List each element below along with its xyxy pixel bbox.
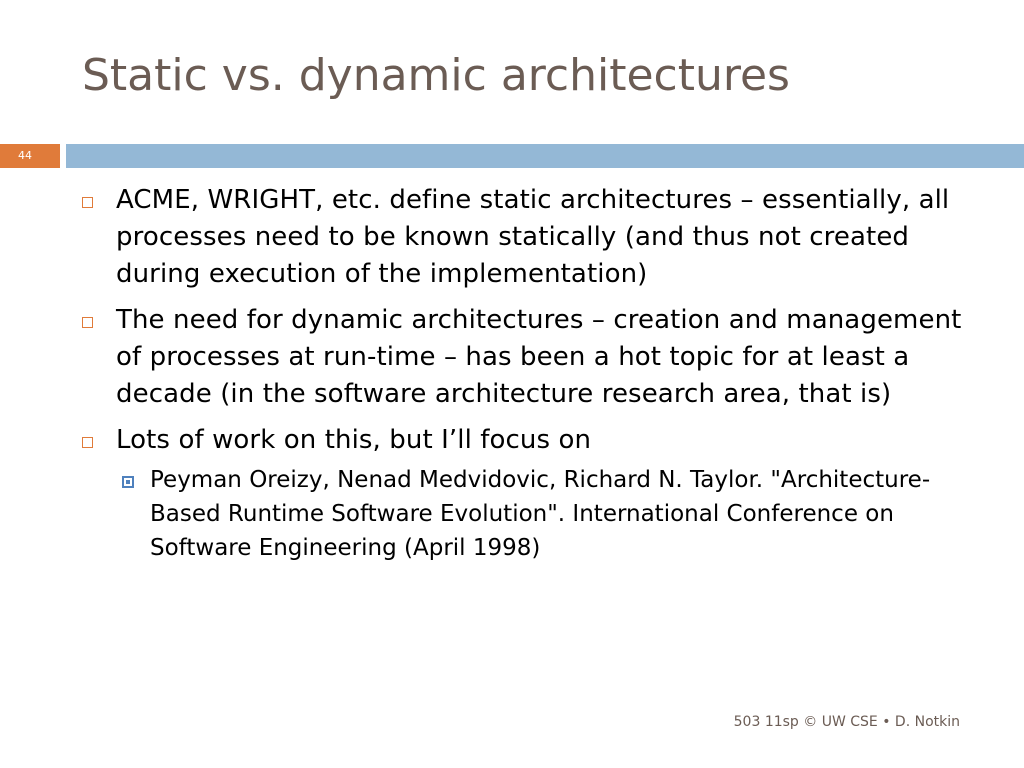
filled-square-bullet-icon xyxy=(122,476,134,488)
sub-bullet-text: Peyman Oreizy, Nenad Medvidovic, Richard N. Taylor. "Architecture-Based Runtime Software Evolution". International Conference on Software Engineering (April 1998) xyxy=(150,467,931,561)
slide-content xyxy=(82,182,982,565)
hollow-square-bullet-icon xyxy=(82,437,93,448)
bullet-item xyxy=(82,302,982,413)
title-divider-bar xyxy=(66,144,1024,168)
bullet-text: The need for dynamic architectures – creation and management of processes at run-time – has been a hot topic for at least a decade (in the software architecture research area, that is) xyxy=(116,305,962,409)
hollow-square-bullet-icon xyxy=(82,197,93,208)
hollow-square-bullet-icon xyxy=(82,317,93,328)
slide-number: 44 xyxy=(0,144,60,168)
sub-bullet-item xyxy=(116,463,982,565)
slide-title: Static vs. dynamic architectures xyxy=(82,50,790,101)
slide-footer: 503 11sp © UW CSE • D. Notkin xyxy=(733,714,960,730)
bullet-text: Lots of work on this, but I’ll focus on xyxy=(116,425,592,455)
bullet-item xyxy=(82,422,982,459)
bullet-text: ACME, WRIGHT, etc. define static architectures – essentially, all processes need to be known statically (and thus not created during execution of the implementation) xyxy=(116,185,950,289)
bullet-item xyxy=(82,182,982,293)
